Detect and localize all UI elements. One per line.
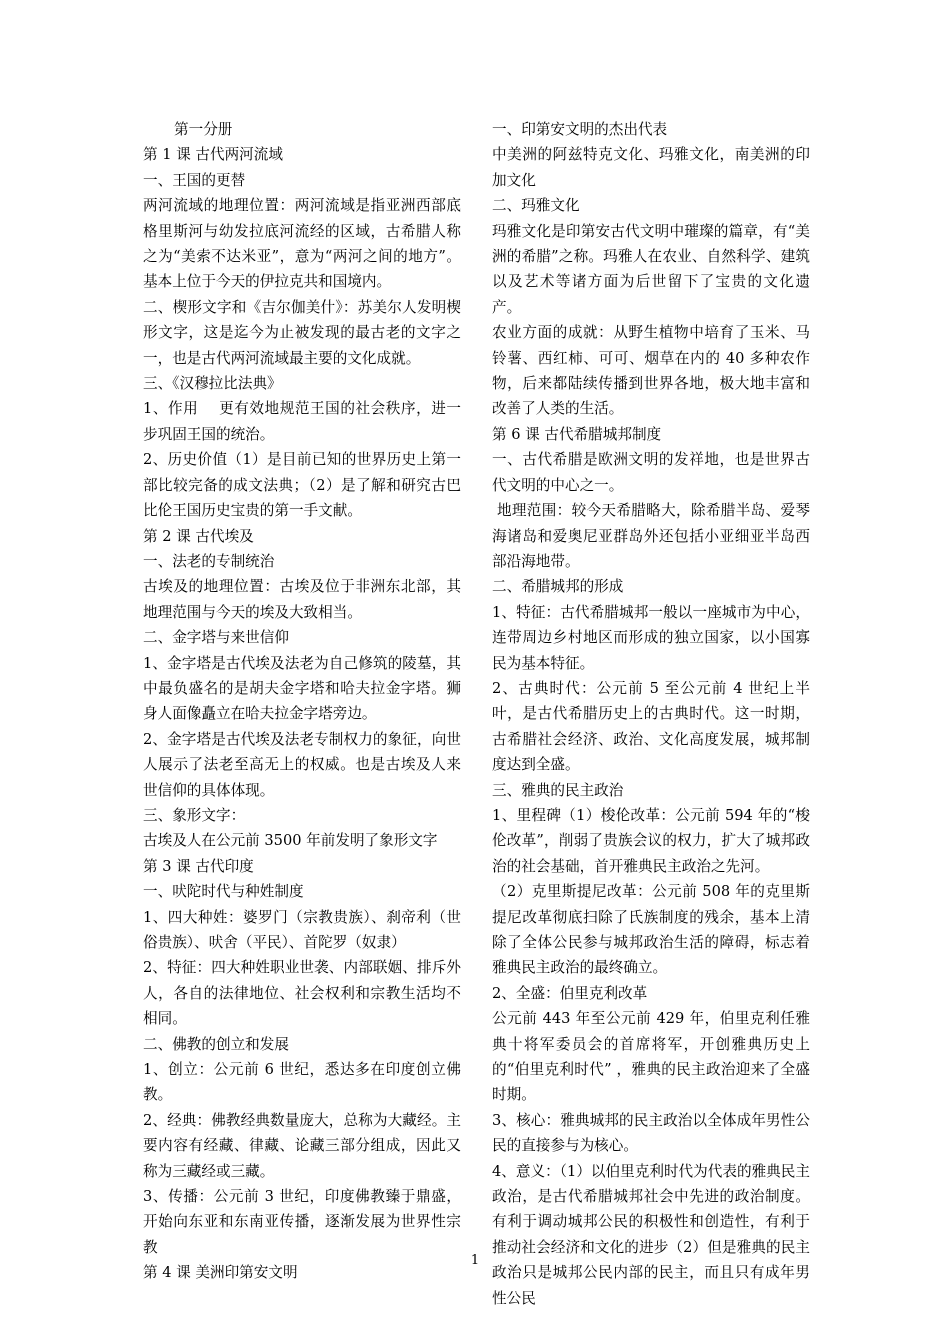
paragraph: 3、传播：公元前 3 世纪，印度佛教臻于鼎盛，开始向东亚和东南亚传播，逐渐发展为世界性宗教 xyxy=(143,1188,461,1256)
paragraph: 古埃及的地理位置：古埃及位于非洲东北部，其地理范围与今天的埃及大致相当。 xyxy=(143,578,461,621)
lesson-heading: 第 4 课 美洲印第安文明 xyxy=(143,1264,298,1282)
section-heading: 二、希腊城邦的形成 xyxy=(492,578,624,596)
paragraph: 1、创立：公元前 6 世纪，悉达多在印度创立佛教。 xyxy=(143,1061,461,1104)
page-number: 1 xyxy=(470,1253,480,1268)
paragraph: 一、古代希腊是欧洲文明的发祥地，也是世界古代文明的中心之一。 xyxy=(492,451,810,494)
paragraph: 中美洲的阿兹特克文化、玛雅文化，南美洲的印加文化 xyxy=(492,146,810,189)
paragraph: 公元前 443 年至公元前 429 年，伯里克利任雅典十将军委员会的首席将军，开创雅典历史上的“伯里克利时代” ，雅典的民主政治迎来了全盛时期。 xyxy=(492,1010,810,1104)
section-heading: 一、印第安文明的杰出代表 xyxy=(492,121,668,138)
paragraph: 1、特征：古代希腊城邦一般以一座城市为中心，连带周边乡村地区而形成的独立国家，以小国寡民为基本特征。 xyxy=(492,603,810,672)
lesson-heading: 第 2 课 古代埃及 xyxy=(143,527,254,545)
paragraph: 4、意义：（1）以伯里克利时代为代表的雅典民主政治，是古代希腊城邦社会中先进的政治制度。有利于调动城邦公民的积极性和创造性，有利于推动社会经济和文化的进步（2）但是雅典的民主政治只是城邦公民内部的民主，而且只有成年男性公民 xyxy=(492,1162,810,1307)
paragraph: 两河流域的地理位置：两河流域是指亚洲西部底格里斯河与幼发拉底河流经的区域，古希腊人称之为“美索不达米亚”，意为“两河之间的地方”。基本上位于今天的伊拉克共和国境内。 xyxy=(143,197,461,291)
section-heading: 三、《汉穆拉比法典》 xyxy=(143,375,282,393)
volume-title: 第一分册 xyxy=(174,121,233,138)
paragraph: 1、金字塔是古代埃及法老为自己修筑的陵墓，其中最负盛名的是胡夫金字塔和哈夫拉金字塔。狮身人面像矗立在哈夫拉金字塔旁边。 xyxy=(143,654,461,723)
lesson-heading: 第 6 课 古代希腊城邦制度 xyxy=(492,425,662,443)
paragraph: 2、全盛：伯里克利改革 xyxy=(492,984,648,1002)
lesson-heading: 第 3 课 古代印度 xyxy=(143,857,254,875)
paragraph: 1、作用 更有效地规范王国的社会秩序，进一步巩固王国的统治。 xyxy=(143,400,461,443)
paragraph: 农业方面的成就：从野生植物中培育了玉米、马铃薯、西红柿、可可、烟草在内的 40 多种农作物，后来都陆续传播到世界各地，极大地丰富和改善了人类的生活。 xyxy=(492,324,810,418)
paragraph: 1、四大种姓：婆罗门（宗教贵族）、刹帝利（世俗贵族）、吠舍（平民）、首陀罗（奴隶） xyxy=(143,908,461,951)
paragraph: 1、里程碑（1）梭伦改革：公元前 594 年的“梭伦改革”，削弱了贵族会议的权力，扩大了城邦政治的社会基础，首开雅典民主政治之先河。 xyxy=(492,806,810,875)
section-heading: 二、玛雅文化 xyxy=(492,197,580,215)
section-heading: 三、雅典的民主政治 xyxy=(492,781,624,799)
right-text-column xyxy=(492,117,810,1311)
section-heading: 三、象形文字： xyxy=(143,806,246,824)
section-heading: 二、金字塔与来世信仰 xyxy=(143,629,289,647)
paragraph: 3、核心：雅典城邦的民主政治以全体成年男性公民的直接参与为核心。 xyxy=(492,1111,810,1155)
section-heading: 一、王国的更替 xyxy=(143,171,246,189)
section-heading: 一、吠陀时代与种姓制度 xyxy=(143,883,304,901)
paragraph: 古埃及人在公元前 3500 年前发明了象形文字 xyxy=(143,832,438,850)
paragraph: 2、古典时代：公元前 5 至公元前 4 世纪上半叶，是古代希腊历史上的古典时代。这一时期，古希腊社会经济、政治、文化高度发展，城邦制度达到全盛。 xyxy=(492,679,810,774)
paragraph: 2、历史价值（1）是目前已知的世界历史上第一部比较完备的成文法典；（2）是了解和研究古巴比伦王国历史宝贵的第一手文献。 xyxy=(143,451,461,520)
paragraph: 2、经典：佛教经典数量庞大，总称为大藏经。主要内容有经藏、律藏、论藏三部分组成，因此又称为三藏经或三藏。 xyxy=(143,1111,461,1180)
paragraph: 玛雅文化是印第安古代文明中璀璨的篇章，有“美洲的希腊”之称。玛雅人在农业、自然科学、建筑以及艺术等诸方面为后世留下了宝贵的文化遗产。 xyxy=(492,222,810,316)
paragraph: 地理范围：较今天希腊略大，除希腊半岛、爱琴海诸岛和爱奥尼亚群岛外还包括小亚细亚半岛西部沿海地带。 xyxy=(492,502,810,570)
left-text-column xyxy=(143,117,461,1286)
section-heading: 二、佛教的创立和发展 xyxy=(143,1035,289,1053)
lesson-heading: 第 1 课 古代两河流域 xyxy=(143,146,283,164)
paragraph: 2、特征：四大种姓职业世袭、内部联姻、排斥外人，各自的法律地位、社会权利和宗教生活均不相同。 xyxy=(143,959,461,1028)
paragraph: （2）克里斯提尼改革：公元前 508 年的克里斯提尼改革彻底扫除了氏族制度的残余，基本上清除了全体公民参与城邦政治生活的障碍，标志着雅典民主政治的最终确立。 xyxy=(492,883,810,977)
paragraph: 2、金字塔是古代埃及法老专制权力的象征，向世人展示了法老至高无上的权威。也是古埃及人来世信仰的具体体现。 xyxy=(143,730,461,799)
section-heading: 一、法老的专制统治 xyxy=(143,552,275,570)
paragraph: 二、楔形文字和《吉尔伽美什》：苏美尔人发明楔形文字，这是迄今为止被发现的最古老的文字之一，也是古代两河流域最主要的文化成就。 xyxy=(143,298,461,367)
